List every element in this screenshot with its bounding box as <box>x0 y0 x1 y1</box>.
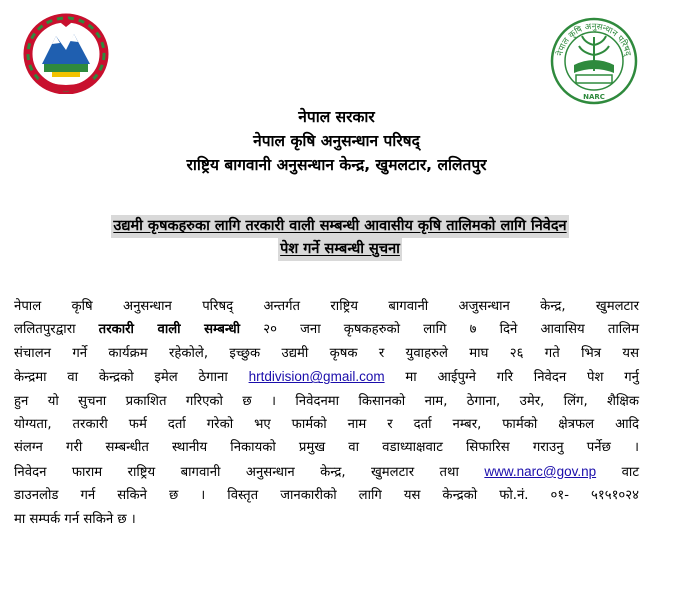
narc-logo <box>548 15 640 107</box>
body-line <box>14 460 639 484</box>
body-line: हुन यो सुचना प्रकाशित गरिएको छ । निवेदनमा किसानको नाम, ठेगाना, उमेर, लिंग, शैक्षिक <box>14 393 639 409</box>
body-text: वाट <box>621 464 639 480</box>
narc-logo-abbr: NARC <box>583 93 605 101</box>
body-text: केन्द्रमा वा केन्द्रको इमेल ठेगाना <box>14 370 228 386</box>
body-text: २० जना कृषकहरुको लागि ७ दिने आवासिय तालिम <box>263 322 639 338</box>
narc-logo-text: नेपाल कृषि अनुसन्धान परिषद् <box>555 21 633 57</box>
notice-title-line-2: पेश गर्ने सम्बन्धी सुचना <box>278 238 402 261</box>
document-header <box>0 105 673 177</box>
header-council: नेपाल कृषि अनुसन्धान परिषद् <box>253 132 420 150</box>
notice-title <box>40 215 640 261</box>
body-line: डाउनलोड गर्न सकिने छ । विस्तृत जानकारीको लागि यस केन्द्रको फो.नं. ०१- ५१५१०२४ <box>14 488 639 504</box>
notice-title-line-1: उद्यमी कृषकहरुका लागि तरकारी वाली सम्बन्धी आवासीय कृषि तालिमको लागि निवेदन <box>111 215 568 238</box>
body-line: संचालन गर्ने कार्यक्रम रहेकोले, इच्छुक उद्यमी कृषक र युवाहरुले माघ २६ गते भित्र यस <box>14 345 639 361</box>
header-centre: राष्ट्रिय बागवानी अनुसन्धान केन्द्र, खुमलटार, ललितपुर <box>186 156 487 174</box>
body-line: मा सम्पर्क गर्न सकिने छ । <box>14 511 136 527</box>
website-link[interactable]: www.narc@gov.np <box>484 463 597 479</box>
body-line: संलग्न गरी सम्बन्धीत स्थानीय निकायको प्रमुख वा वडाध्याक्षवाट सिफारिस गराउनु पर्नेछ । <box>14 440 639 456</box>
body-line: योग्यता, तरकारी फर्म दर्ता गरेको भए फार्मको नाम र दर्ता नम्बर, फार्मको क्षेत्रफल आदि <box>14 417 639 433</box>
email-link[interactable]: hrtdivision@gmail.com <box>248 369 385 385</box>
training-subject: तरकारी वाली सम्बन्धी <box>98 322 241 338</box>
header-government: नेपाल सरकार <box>298 108 375 126</box>
body-text: ललितपुरद्वारा <box>14 322 76 338</box>
body-text: मा आईपुग्ने गरि निवेदन पेश गर्नु <box>405 370 639 386</box>
notice-body <box>14 295 639 531</box>
body-line <box>14 318 639 341</box>
body-line <box>14 365 639 389</box>
nepal-emblem-logo <box>22 12 110 94</box>
body-text: निवेदन फाराम राष्ट्रिय बागवानी अनुसन्धान केन्द्र, खुमलटार तथा <box>14 464 459 480</box>
body-line: नेपाल कृषि अनुसन्धान परिषद् अन्तर्गत राष्ट्रिय बागवानी अजुसन्धान केन्द्र, खुमलटार <box>14 299 639 314</box>
